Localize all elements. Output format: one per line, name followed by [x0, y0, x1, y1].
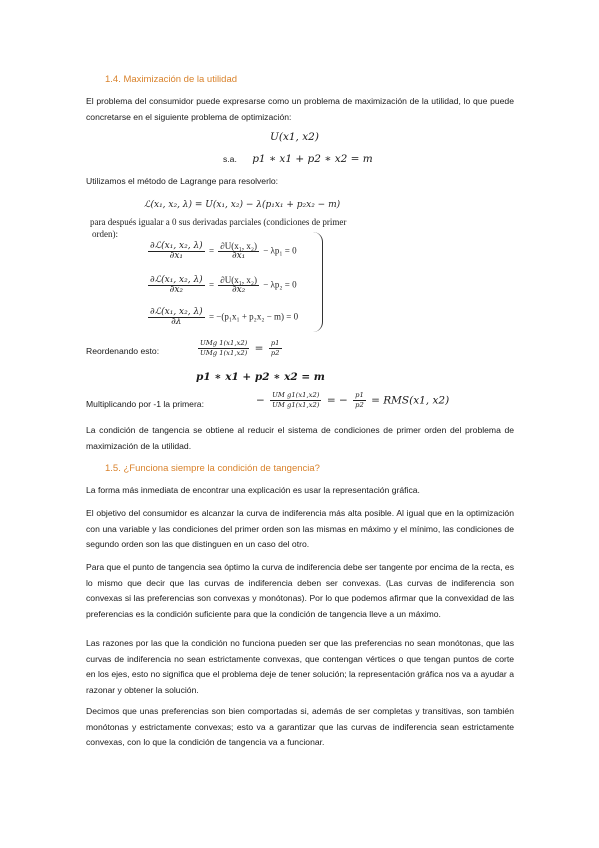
foc-1-lhs-num: ∂ℒ(x₁, x₂, λ) — [150, 241, 203, 251]
mult-num: UM g1(x1,x2) — [272, 391, 320, 399]
objective-formula: U(x1, x2) — [270, 131, 319, 143]
lagrange-note-1: para después igualar a 0 sus derivadas parciales (condiciones de primer — [90, 217, 347, 227]
foc-3-lhs-num: ∂ℒ(x₁, x₂, λ) — [150, 307, 203, 317]
constraint-formula — [223, 153, 373, 165]
foc-1-tail: − λp₁ = 0 — [263, 245, 297, 256]
reorder-den: UMg 1(x1,x2) — [200, 349, 248, 357]
paragraph-5: Decimos que unas preferencias son bien comportadas si, además de ser completas y transitivas, son también monótonas y estrictamente convexas; esto va a garantizar que las curvas de indiferencia sean estrictamente convexas, con lo que la condición de tangencia va a funcionar. — [86, 706, 514, 747]
reorder-rhs-den: p2 — [270, 349, 280, 357]
lagrange-equations — [88, 196, 380, 340]
paragraph-4: Las razones por las que la condición no funciona pueden ser que las preferencias no sean monótonas, que las curvas de indiferencia no sean estrictamente convexas, que contengan vértices o que tengan puntos de corte en los ejes, esto no significa que el problema deje de tener solución; la representación gráfica nos va a ayudar a razonar y obtener la solución. — [86, 638, 514, 695]
foc-1-lhs-den: ∂x₁ — [169, 251, 184, 261]
constraint-label: s.a. — [223, 154, 237, 164]
intro-paragraph: El problema del consumidor puede expresarse como un problema de maximización de la utilidad, lo que puede concretarse en el siguiente problema de optimización: — [86, 96, 514, 122]
foc-2: $\frac{\text{∂ℒ(x₁, x₂, λ)}}{\text{∂x₂}}$ = $\frac{\text{∂U(x₁, x₂)}}{\text{∂x₂}}$ − λp₂ = 0 — [150, 275, 297, 295]
reorder-num: UMg 1(x1,x2) — [200, 339, 248, 347]
section-heading-1-4: 1.4. Maximización de la utilidad — [105, 74, 238, 85]
reorder-rhs-num: p1 — [270, 339, 280, 347]
constraint-expression: p1 ∗ x1 + p2 ∗ x2 = m — [252, 153, 373, 165]
mult-den: UM g1(x1,x2) — [272, 401, 320, 409]
foc-2-lhs-den: ∂x₂ — [169, 285, 184, 295]
multiply-formula: − $\frac{\text{UM g1(x1,x2)}}{\text{UM g1(x1,x2)}}$ = − $\frac{p1}{p2}$ = RMS(x1, x2) — [256, 391, 450, 409]
foc-2-lhs-num: ∂ℒ(x₁, x₂, λ) — [150, 275, 203, 285]
lagrange-note-2: orden): — [92, 229, 118, 239]
paragraph-1: La forma más inmediata de encontrar una explicación es usar la representación gráfica. — [86, 485, 420, 495]
multiply-label: Multiplicando por -1 la primera: — [86, 399, 204, 409]
foc-2-rhs-den: ∂x₂ — [231, 285, 246, 295]
foc-2-rhs-num: ∂U(x₁, x₂) — [220, 275, 257, 285]
mult-tail: = RMS(x1, x2) — [371, 394, 450, 407]
paragraph-2: El objetivo del consumidor es alcanzar la curva de indiferencia más alta posible. Al igual que en la optimización con una variable y las condiciones del primer orden son las mismas en máximo y el mínimo, las condiciones de segundo orden son las que distinguen en un caso del otro. — [86, 508, 514, 549]
section-heading-1-5: 1.5. ¿Funciona siempre la condición de tangencia? — [105, 463, 320, 474]
foc-3-tail: = −(p₁x₁ + p₂x₂ − m) = 0 — [208, 311, 299, 322]
budget-formula: p1 ∗ x1 + p2 ∗ x2 = m — [196, 371, 325, 383]
mult-rhs-num: p1 — [355, 391, 364, 399]
foc-1-rhs-den: ∂x₁ — [231, 251, 246, 261]
foc-1-rhs-num: ∂U(x₁, x₂) — [220, 241, 257, 251]
lagrangian: ℒ(x₁, x₂, λ) = U(x₁, x₂) − λ(p₁x₁ + p₂x₂ − m) — [144, 200, 341, 210]
system-brace — [312, 232, 323, 332]
reorder-formula: $\frac{\text{UMg 1(x1,x2)}}{\text{UMg 1(x1,x2)}}$ = $\frac{p1}{p2}$ — [200, 339, 280, 357]
foc-3-lhs-den: ∂λ — [171, 317, 182, 327]
foc-3 — [146, 308, 298, 327]
reorder-label: Reordenando esto: — [86, 346, 160, 356]
foc-2-tail: − λp₂ = 0 — [263, 279, 297, 290]
mult-rhs-den: p2 — [355, 401, 364, 409]
lagrange-intro: Utilizamos el método de Lagrange para resolverlo: — [86, 176, 279, 186]
foc-1: $\frac{\text{∂ℒ(x₁, x₂, λ)}}{\text{∂x₁}}$ = $\frac{\text{∂U(x₁, x₂)}}{\text{∂x₁}}$ − λp₁ = 0 — [150, 241, 297, 261]
tangency-paragraph: La condición de tangencia se obtiene al reducir el sistema de condiciones de primer orden del problema de maximización de la utilidad. — [86, 425, 514, 451]
paragraph-3: Para que el punto de tangencia sea óptimo la curva de indiferencia debe ser tangente por encima de la recta, es lo mismo que decir que las curvas de indiferencia deben ser convexas. (Las curvas de indiferencia son convexas si las preferencias son convexas y monótonas). Por lo que podemos afirmar que la convexidad de las preferencias es la condición suficiente para que la condición de tangencia lleve a un máximo. — [86, 562, 514, 619]
